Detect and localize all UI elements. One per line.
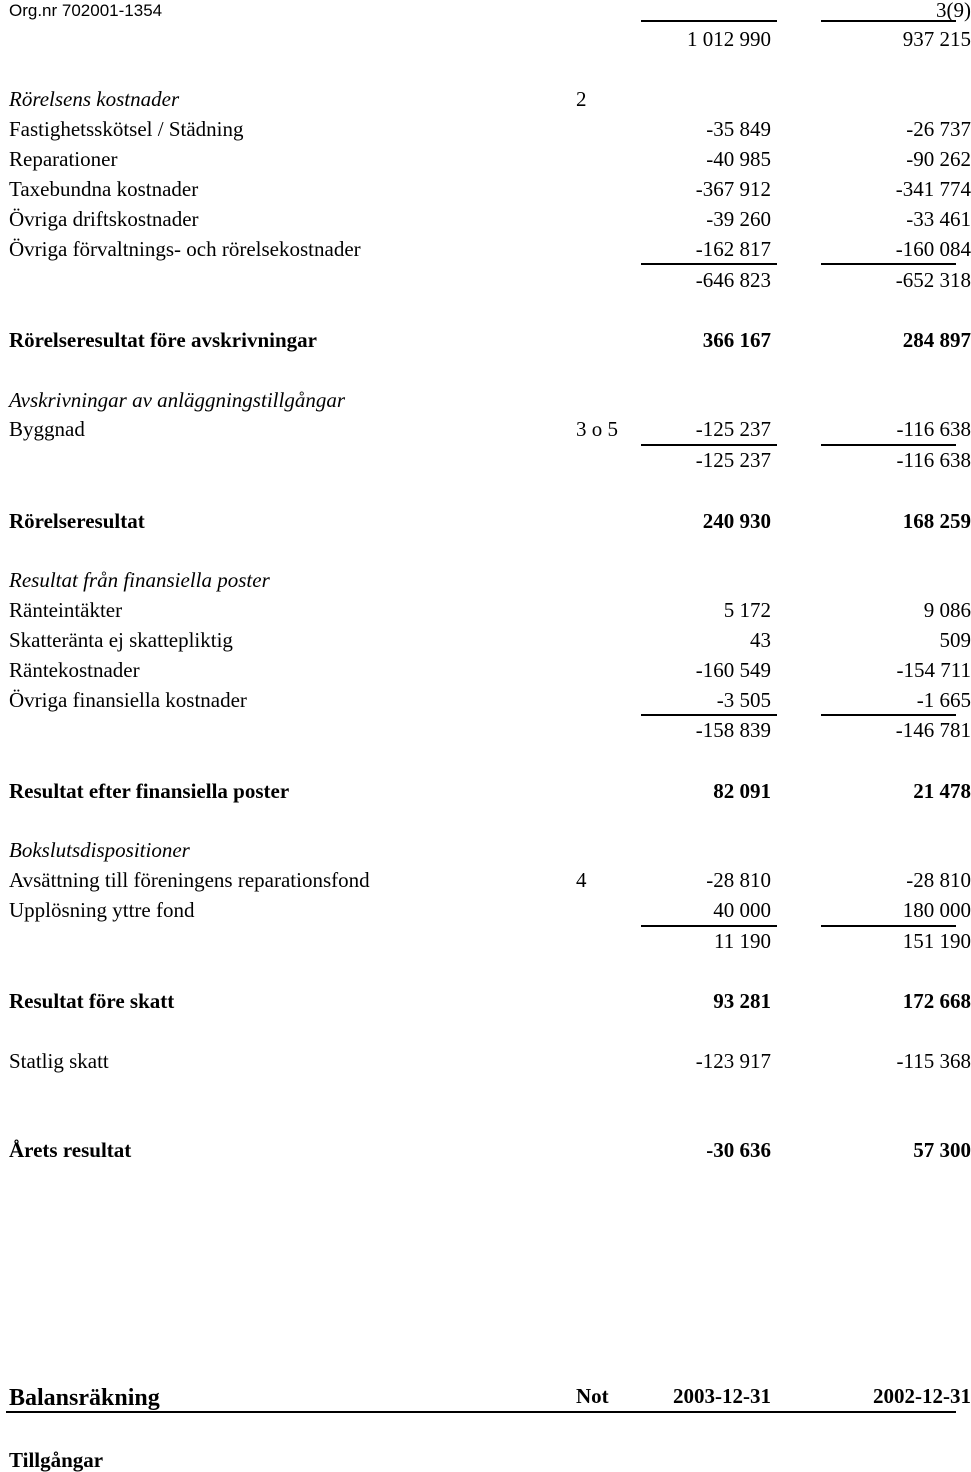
row-label: Räntekostnader xyxy=(9,658,140,682)
value-2002: -1 665 xyxy=(916,688,971,712)
section-heading-appropriations: Bokslutsdispositioner xyxy=(9,838,190,862)
ebitda-2003: 366 167 xyxy=(702,328,771,352)
value-2002: -154 711 xyxy=(896,658,971,682)
value-2003: 43 xyxy=(750,628,771,652)
value-2003: -40 985 xyxy=(706,147,771,171)
date-column-2003: 2003-12-31 xyxy=(673,1384,771,1408)
subtotal-rule xyxy=(641,925,777,927)
subtotal-2002: -652 318 xyxy=(895,268,971,292)
row-label: Ränteintäkter xyxy=(9,598,123,622)
subtotal-rule xyxy=(821,714,956,716)
subtotal-2002: -146 781 xyxy=(895,718,971,742)
row-label: Skatteränta ej skattepliktig xyxy=(9,628,233,652)
row-label: Övriga driftskostnader xyxy=(9,207,199,231)
section-heading-depreciation: Avskrivningar av anläggningstillgångar xyxy=(9,388,345,412)
tax-label: Statlig skatt xyxy=(9,1049,109,1073)
subtotal-rule xyxy=(641,263,777,265)
note-column-header: Not xyxy=(576,1384,609,1408)
value-2002: -28 810 xyxy=(906,868,971,892)
value-2003: 40 000 xyxy=(713,898,771,922)
ebitda-label: Rörelseresultat före avskrivningar xyxy=(9,328,317,352)
row-label: Byggnad xyxy=(9,417,85,441)
revenue-total-2003: 1 012 990 xyxy=(687,27,771,51)
subtotal-2003: -158 839 xyxy=(695,718,771,742)
value-2003: 5 172 xyxy=(723,598,771,622)
ebitda-2002: 284 897 xyxy=(902,328,971,352)
value-2003: -28 810 xyxy=(706,868,771,892)
row-label: Taxebundna kostnader xyxy=(9,177,199,201)
column-rule xyxy=(641,20,777,22)
before-tax-2003: 93 281 xyxy=(713,989,771,1013)
revenue-total-2002: 937 215 xyxy=(902,27,971,51)
section-heading-operating-costs: Rörelsens kostnader xyxy=(9,87,180,111)
page-number: 3(9) xyxy=(936,0,971,22)
value-2003: -3 505 xyxy=(716,688,771,712)
before-tax-label: Resultat före skatt xyxy=(9,989,175,1013)
date-column-2002: 2002-12-31 xyxy=(873,1384,971,1408)
value-2002: 509 xyxy=(939,628,971,652)
subtotal-rule xyxy=(641,714,777,716)
subtotal-2002: -116 638 xyxy=(896,448,971,472)
value-2003: -162 817 xyxy=(695,237,771,261)
operating-result-label: Rörelseresultat xyxy=(9,509,145,533)
subtotal-2002: 151 190 xyxy=(902,929,971,953)
net-result-2003: -30 636 xyxy=(706,1138,771,1162)
subtotal-rule xyxy=(641,444,777,446)
subtotal-2003: 11 190 xyxy=(714,929,771,953)
subtotal-rule xyxy=(821,925,956,927)
note-reference: 4 xyxy=(576,868,587,892)
after-financial-label: Resultat efter finansiella poster xyxy=(9,779,290,803)
value-2002: -160 084 xyxy=(895,237,971,261)
net-result-2002: 57 300 xyxy=(913,1138,971,1162)
before-tax-2002: 172 668 xyxy=(902,989,971,1013)
row-label: Reparationer xyxy=(9,147,118,171)
subtotal-rule xyxy=(821,444,956,446)
value-2003: -367 912 xyxy=(695,177,771,201)
tax-2003: -123 917 xyxy=(695,1049,771,1073)
after-financial-2002: 21 478 xyxy=(913,779,971,803)
section-heading-financial: Resultat från finansiella poster xyxy=(9,568,270,592)
org-number: Org.nr 702001-1354 xyxy=(9,1,163,20)
balance-title: Balansräkning xyxy=(9,1385,160,1411)
value-2002: -341 774 xyxy=(895,177,971,201)
value-2003: -35 849 xyxy=(706,117,771,141)
column-rule xyxy=(821,20,956,22)
note-reference: 3 o 5 xyxy=(576,417,618,441)
value-2002: -33 461 xyxy=(906,207,971,231)
subtotal-2003: -125 237 xyxy=(695,448,771,472)
row-label: Övriga förvaltnings- och rörelsekostnader xyxy=(9,237,361,261)
value-2002: -26 737 xyxy=(906,117,971,141)
subtotal-2003: -646 823 xyxy=(695,268,771,292)
value-2003: -39 260 xyxy=(706,207,771,231)
value-2002: 9 086 xyxy=(923,598,971,622)
row-label: Fastighetsskötsel / Städning xyxy=(9,117,244,141)
value-2003: -160 549 xyxy=(695,658,771,682)
net-result-label: Årets resultat xyxy=(9,1138,132,1162)
subtotal-rule xyxy=(821,263,956,265)
operating-result-2003: 240 930 xyxy=(702,509,771,533)
assets-heading: Tillgångar xyxy=(9,1448,104,1472)
value-2002: -116 638 xyxy=(896,417,971,441)
row-label: Avsättning till föreningens reparationsfond xyxy=(9,868,370,892)
value-2003: -125 237 xyxy=(695,417,771,441)
note-reference: 2 xyxy=(576,87,587,111)
row-label: Övriga finansiella kostnader xyxy=(9,688,247,712)
value-2002: 180 000 xyxy=(902,898,971,922)
row-label: Upplösning yttre fond xyxy=(9,898,195,922)
tax-2002: -115 368 xyxy=(896,1049,971,1073)
balance-header-rule xyxy=(6,1411,956,1413)
value-2002: -90 262 xyxy=(906,147,971,171)
operating-result-2002: 168 259 xyxy=(902,509,971,533)
after-financial-2003: 82 091 xyxy=(713,779,771,803)
